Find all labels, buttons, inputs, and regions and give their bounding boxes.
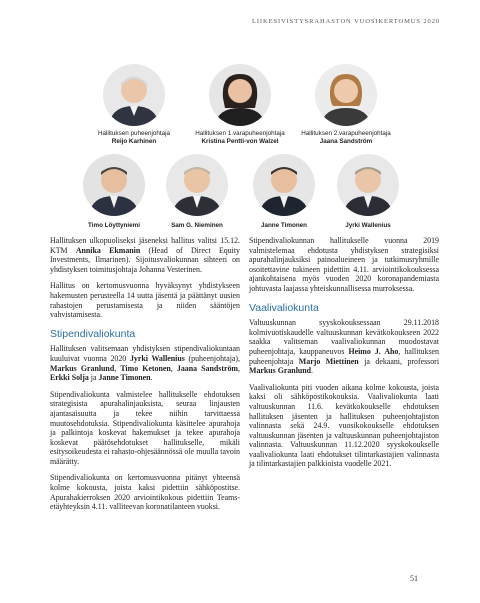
text-run: ,: [170, 363, 177, 373]
bold-name: Janne Timonen: [98, 373, 151, 383]
person-name: Jyrki Wallenius: [345, 222, 391, 229]
portrait-card: [76, 64, 192, 146]
person-photo: [103, 64, 165, 126]
page-number: 51: [410, 574, 418, 583]
text-run: .: [150, 373, 153, 383]
text-run: , hallituksen puheenjohtaja: [249, 346, 440, 366]
person-photo: [253, 154, 315, 216]
text-run: (Head of Direct Equity Investments, Ilmarinen). Sijoitusvaliokunnan sihteeri on yhdistyksen toimitusjohtaja Johanna Vesterinen.: [50, 245, 241, 274]
bold-name: Erkki Solja: [50, 373, 89, 383]
paragraph-committee-members: [50, 344, 240, 382]
paragraph-committee-meetings: Stipendivaliokunta on kertomusvuonna pitänyt yhteensä kolme kokousta, joista kaksi pidettiin sähköpostitse. Apurahakierroksen 2020 arviointikokous pidettiin Teams-etäyhteyksin 4.11. valliteevan koronatilanteen vuoksi.: [50, 473, 240, 512]
portrait-card: [182, 64, 298, 146]
text-run: ja: [88, 373, 99, 383]
paragraph-board-member: [50, 236, 240, 274]
bold-name: Jyrki Wallenius: [129, 353, 185, 363]
text-run: Hallituksen ulkopuoliseksi jäseneksi hallitus valitsi 15.12. KTM: [50, 236, 240, 255]
person-role: Hallituksen 2.varapuheenjohtaja: [301, 130, 391, 137]
bold-name: Marjo Miettinen: [298, 356, 359, 366]
bold-name: Markus Granlund: [249, 366, 312, 376]
person-photo: [166, 154, 228, 216]
text-run: ja dekaani, professori: [358, 356, 440, 366]
person-photo: [209, 64, 271, 126]
section-heading-stipendivaliokunta: Stipendivaliokunta: [50, 327, 136, 340]
text-run: ,: [238, 363, 240, 373]
paragraph-strategy: Stipendivaliokunnan hallitukselle vuonna 2019 valmistelemaa ehdotusta yhdistyksen strategisiksi apurahalinjauksiksi painoalueineen ja tutkimusryhmille osoitettavine tukineen pidettiin 4.11. arviointikokouksessa ajankohtaisena myös vuoden 2020 koronapandemiasta johtuvasta laajassa yhteiskunnallisessa murroksessa.: [249, 236, 439, 293]
running-header: LIIKESIVISTYSRAHASTON VUOSIKERTOMUS 2020: [251, 18, 440, 25]
paragraph-election-committee: [249, 318, 439, 376]
text-run: (puheenjohtaja),: [184, 353, 241, 363]
person-photo: [315, 64, 377, 126]
right-column: [249, 236, 439, 476]
person-name: Jaana Sandström: [319, 138, 373, 145]
person-role: Hallituksen puheenjohtaja: [97, 130, 171, 137]
section-heading-vaalivaliokunta: Vaalivaliokunta: [249, 301, 319, 314]
person-name: Sam G. Nieminen: [171, 222, 223, 229]
left-column: [50, 236, 240, 519]
text-run: ,: [114, 363, 121, 373]
text-run: Valtuuskunnan syyskokouksessaan 29.11.2018 kolmivuotiskaudelle valtuuskunnan kevätkokoukseen 2022 saakka valitseman vaalivaliokunnan muodostavat puheenjohtaja, kauppaneuvos: [249, 318, 439, 356]
person-role: Hallituksen 1.varapuheenjohtaja: [195, 130, 285, 137]
text-run: .: [311, 366, 314, 376]
paragraph-committee-duties: Stipendivaliokunta valmistelee hallitukselle ehdotuksen strategisista apurahalinjauksista, seuraa linjausten ajantasaisuutta ja tekee niihin tarvittaessa muutosehdotuksia. Stipendivaliokunta käsittelee apurahoja ja palkintoja koskevat hakemukset ja tekee apurahoja koskevat päätösehdotukset hallitukselle, mikäli esitysoikeudesta ei rahasto-ohjesäännössä ole muulla tavoin määrätty.: [50, 389, 240, 466]
person-name: Janne Timonen: [260, 222, 308, 229]
bold-name: Markus Granlund: [50, 363, 115, 373]
portrait-card: [288, 64, 404, 146]
person-name: Kristina Pentti-von Walzel: [201, 138, 279, 145]
paragraph-new-members: Hallitus on kertomusvuonna hyväksynyt yhdistykseen hakemusten perusteella 14 uutta jäsentä ja päättänyt uusien rahastojen perustamisesta ja niiden sääntöjen vahvistamisesta.: [50, 281, 240, 320]
person-photo: [337, 154, 399, 216]
bold-name: Timo Ketonen: [120, 363, 171, 373]
paragraph-election-meetings: Vaalivaliokunta piti vuoden aikana kolme kokousta, joista kaksi oli sähköpostikokouksia. Vaalivaliokunta laati valtuuskunnan 11.6. kevätkokoukselle ehdotuksen hallituksen jäsenten ja hallituksen puheenjohtajiston valinnasta sekä 24.9. vuosikokoukselle ehdotuksen valtuuskunnan jäsenten ja valtuuskunnan puheenjohtajiston valinnasta. Valtuuskunnan 11.12.2020 syyskokoukselle vaalivaliokunta laati ehdotukset tilintarkastajien valinnasta ja tilintarkastajien palkkioista vuodelle 2021.: [249, 382, 439, 469]
portrait-card: [310, 154, 426, 230]
bold-name: Jaana Sandström: [176, 363, 239, 373]
person-name: Timo Löyttyniemi: [87, 222, 140, 229]
bold-name: Annika Ekmanin: [75, 245, 141, 255]
person-name: Reijo Karhinen: [111, 138, 157, 145]
bold-name: Heimo J. Aho: [348, 346, 399, 356]
text-run: Hallituksen valitsemaan yhdistyksen stipendivaliokuntaan kuuluivat vuonna 2020: [50, 344, 240, 363]
person-photo: [83, 154, 145, 216]
